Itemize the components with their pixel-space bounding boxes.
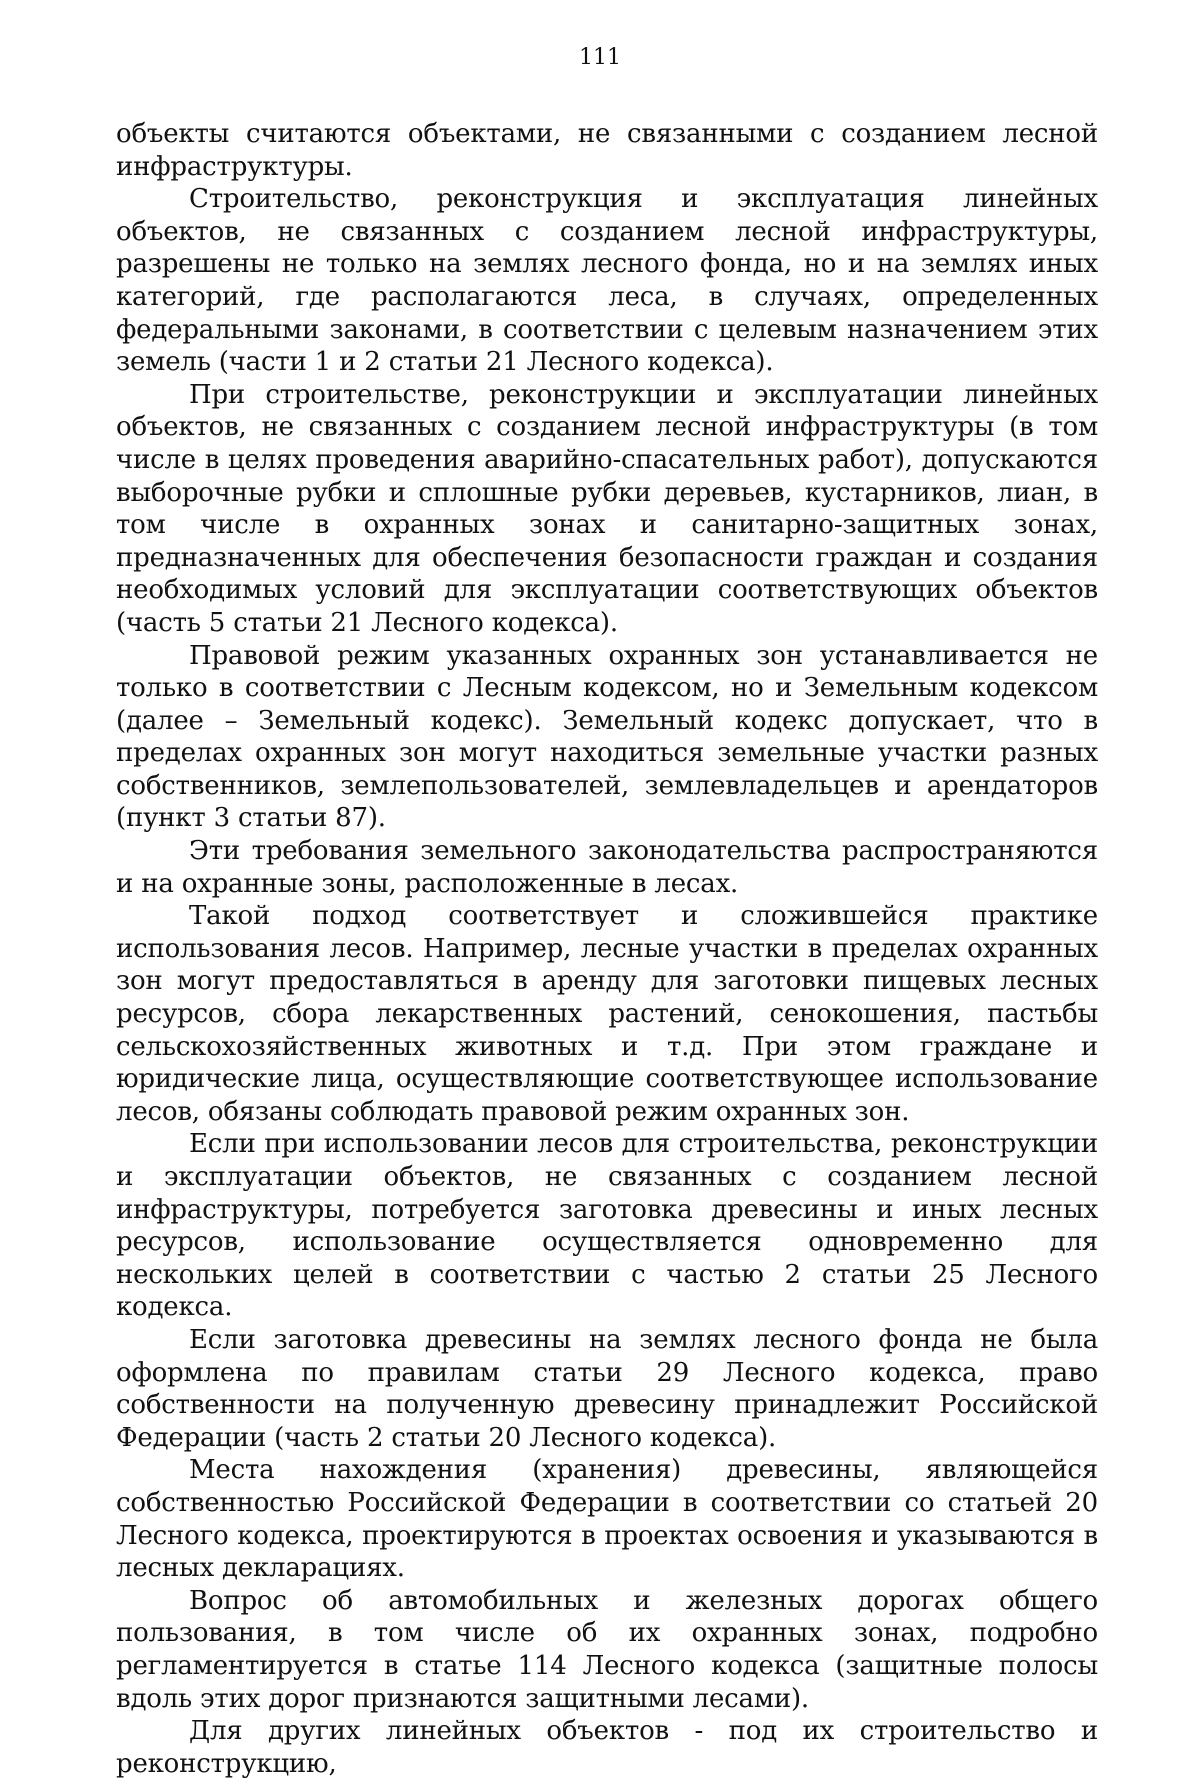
document-body: [116, 118, 1098, 1780]
paragraph: При строительстве, реконструкции и эксплуатации линейных объектов, не связанных с созданием лесной инфраструктуры (в том числе в целях проведения аварийно-спасательных работ), допускаются выборочные рубки и сплошные рубки деревьев, кустарников, лиан, в том числе в охранных зонах и санитарно-защитных зонах, предназначенных для обеспечения безопасности граждан и создания необходимых условий для эксплуатации соответствующих объектов (часть 5 статьи 21 Лесного кодекса).: [116, 379, 1098, 638]
paragraph: Места нахождения (хранения) древесины, являющейся собственностью Российской Федерации в соответствии со статьей 20 Лесного кодекса, проектируются в проектах освоения и указываются в лесных декларациях.: [116, 1455, 1098, 1584]
paragraph: Для других линейных объектов - под их строительство и реконструкцию,: [116, 1716, 1098, 1779]
paragraph: Если при использовании лесов для строительства, реконструкции и эксплуатации объектов, не связанных с созданием лесной инфраструктуры, потребуется заготовка древесины и иных лесных ресурсов, использование осуществляется одновременно для нескольких целей в соответствии с частью 2 статьи 25 Лесного кодекса.: [116, 1129, 1098, 1323]
paragraph: Правовой режим указанных охранных зон устанавливается не только в соответствии с Лесным кодексом, но и Земельным кодексом (далее – Земельный кодекс). Земельный кодекс допускает, что в пределах охранных зон могут находиться земельные участки разных собственников, землепользователей, землевладельцев и арендаторов (пункт 3 статьи 87).: [116, 640, 1098, 834]
page-number: 111: [579, 45, 621, 70]
paragraph: Если заготовка древесины на землях лесного фонда не была оформлена по правилам статьи 29 Лесного кодекса, право собственности на полученную древесину принадлежит Российской Федерации (часть 2 статьи 20 Лесного кодекса).: [116, 1324, 1098, 1453]
paragraph: Эти требования земельного законодательства распространяются и на охранные зоны, расположенные в лесах.: [116, 836, 1098, 899]
paragraph: Строительство, реконструкция и эксплуатация линейных объектов, не связанных с созданием лесной инфраструктуры, разрешены не только на землях лесного фонда, но и на землях иных категорий, где располагаются леса, в случаях, определенных федеральными законами, в соответствии с целевым назначением этих земель (части 1 и 2 статьи 21 Лесного кодекса).: [116, 184, 1098, 378]
paragraph: Вопрос об автомобильных и железных дорогах общего пользования, в том числе об их охранных зонах, подробно регламентируется в статье 114 Лесного кодекса (защитные полосы вдоль этих дорог признаются защитными лесами).: [116, 1585, 1098, 1714]
paragraph-continuation: объекты считаются объектами, не связанными с созданием лесной инфраструктуры.: [116, 119, 1098, 182]
paragraph: Такой подход соответствует и сложившейся практике использования лесов. Например, лесные участки в пределах охранных зон могут предоставляться в аренду для заготовки пищевых лесных ресурсов, сбора лекарственных растений, сенокошения, пастьбы сельскохозяйственных животных и т.д. При этом граждане и юридические лица, осуществляющие соответствующее использование лесов, обязаны соблюдать правовой режим охранных зон.: [116, 901, 1098, 1127]
